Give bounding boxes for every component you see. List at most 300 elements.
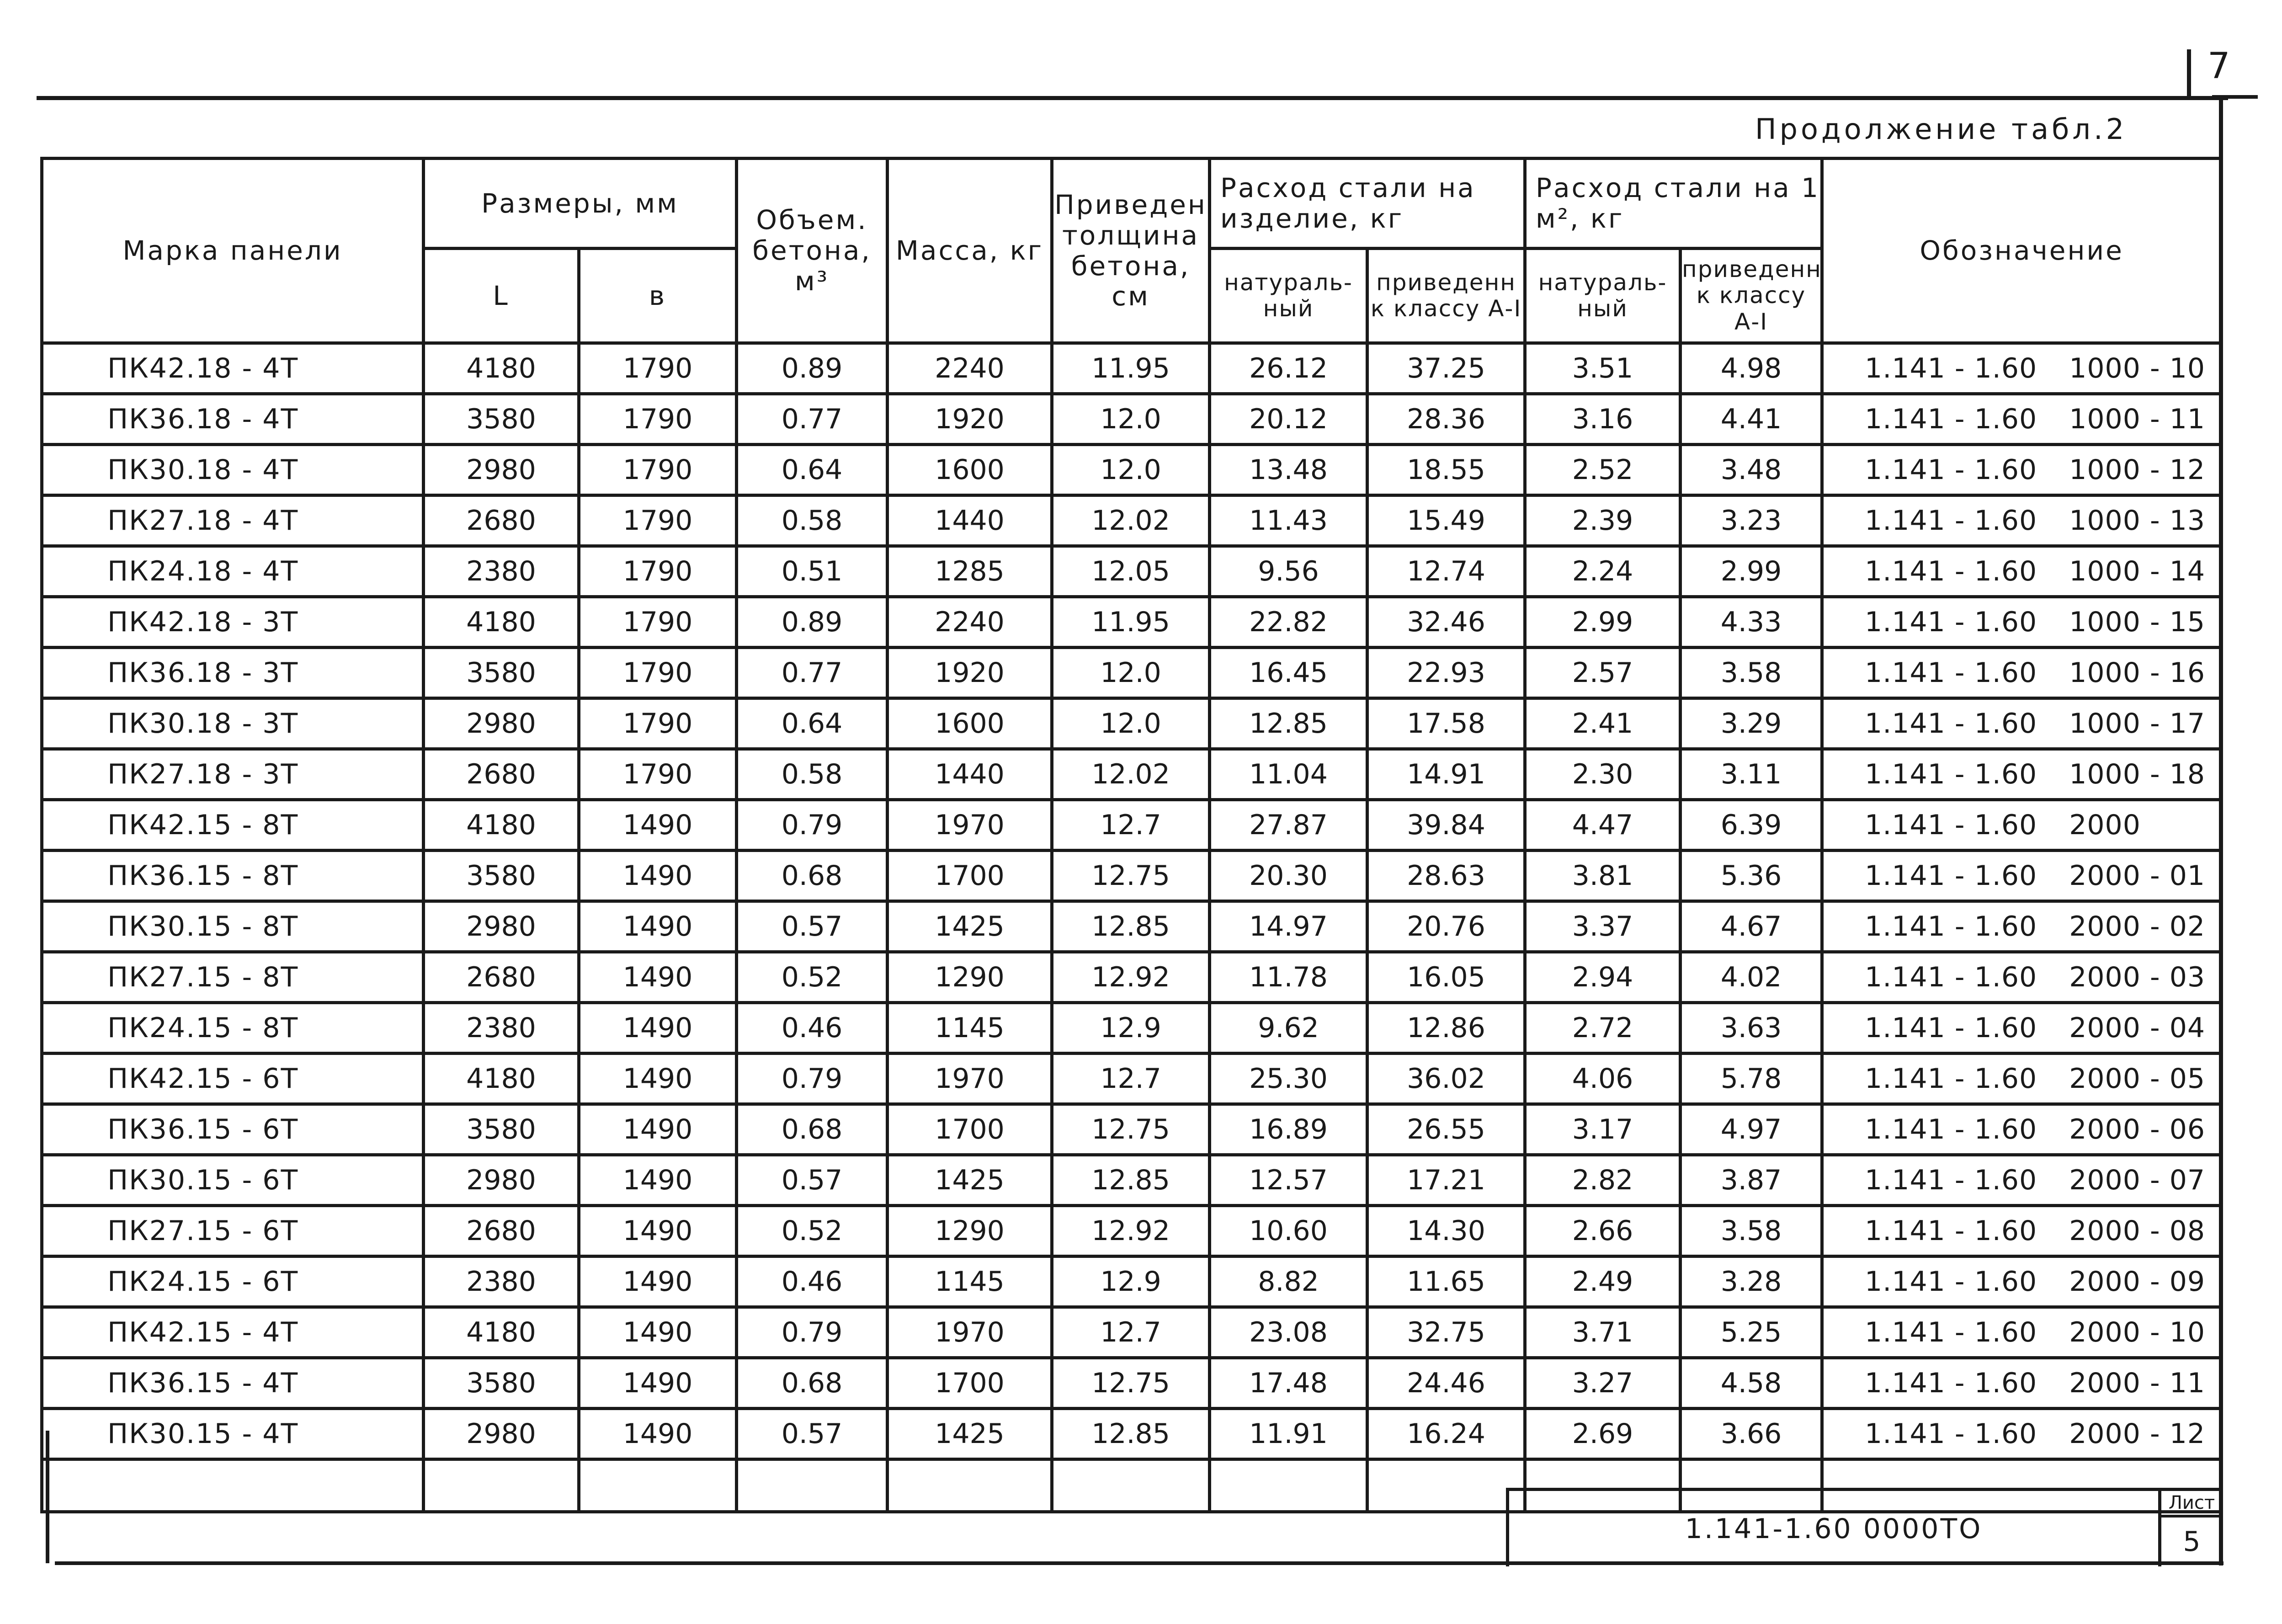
cell-mark: ПК42.15 - 4Т bbox=[42, 1307, 424, 1358]
cell-designation bbox=[1822, 901, 2222, 952]
cell-mark: ПК24.18 - 4Т bbox=[42, 546, 424, 597]
cell-steel-m2-natural: 3.17 bbox=[1525, 1104, 1681, 1155]
cell-steel-m2-natural: 3.51 bbox=[1525, 343, 1681, 394]
cell-mass: 1970 bbox=[888, 800, 1052, 851]
cell-mass: 1700 bbox=[888, 851, 1052, 901]
cell-steel-m2-natural: 3.71 bbox=[1525, 1307, 1681, 1358]
cell-volume: 0.57 bbox=[737, 1155, 888, 1206]
cell-width: 1790 bbox=[579, 445, 737, 495]
cell-width: 1490 bbox=[579, 1257, 737, 1307]
cell-designation bbox=[1822, 1307, 2222, 1358]
cell-thickness: 12.02 bbox=[1052, 749, 1210, 800]
cell-steel-reduced: 15.49 bbox=[1367, 495, 1525, 546]
cell-thickness: 12.0 bbox=[1052, 394, 1210, 445]
cell-designation bbox=[1822, 749, 2222, 800]
cell-length: 4180 bbox=[424, 800, 579, 851]
cell-thickness: 11.95 bbox=[1052, 597, 1210, 648]
cell-mass: 2240 bbox=[888, 597, 1052, 648]
empty-cell bbox=[888, 1459, 1052, 1512]
header-dim-l: L bbox=[424, 249, 579, 343]
table-row bbox=[42, 1155, 2222, 1206]
document-code-stamp: 1.141-1.60 0000ТО bbox=[1506, 1488, 2158, 1566]
cell-volume: 0.64 bbox=[737, 445, 888, 495]
cell-steel-m2-reduced: 4.02 bbox=[1681, 952, 1822, 1003]
designation-code: 1.141 - 1.60 bbox=[1865, 606, 2037, 638]
cell-length: 2380 bbox=[424, 546, 579, 597]
cell-width: 1790 bbox=[579, 394, 737, 445]
cell-length: 2980 bbox=[424, 1409, 579, 1459]
cell-designation bbox=[1822, 800, 2222, 851]
cell-steel-natural: 16.89 bbox=[1210, 1104, 1367, 1155]
cell-thickness: 12.0 bbox=[1052, 648, 1210, 698]
header-steel-m2-natural: натураль-ный bbox=[1525, 249, 1681, 343]
cell-width: 1490 bbox=[579, 800, 737, 851]
designation-code: 1.141 - 1.60 bbox=[1865, 1266, 2037, 1298]
designation-number: 1000 - 11 bbox=[2069, 403, 2206, 435]
table-row bbox=[42, 495, 2222, 546]
cell-mass: 1440 bbox=[888, 749, 1052, 800]
cell-width: 1790 bbox=[579, 546, 737, 597]
empty-cell bbox=[424, 1459, 579, 1512]
cell-steel-m2-reduced: 4.41 bbox=[1681, 394, 1822, 445]
designation-number: 2000 - 09 bbox=[2069, 1266, 2206, 1298]
cell-steel-m2-natural: 2.69 bbox=[1525, 1409, 1681, 1459]
cell-steel-m2-natural: 4.47 bbox=[1525, 800, 1681, 851]
cell-steel-m2-reduced: 6.39 bbox=[1681, 800, 1822, 851]
cell-steel-reduced: 14.91 bbox=[1367, 749, 1525, 800]
cell-mark: ПК30.18 - 3Т bbox=[42, 698, 424, 749]
cell-mass: 1425 bbox=[888, 1409, 1052, 1459]
cell-length: 3580 bbox=[424, 1358, 579, 1409]
header-mass: Масса, кг bbox=[888, 159, 1052, 343]
cell-length: 3580 bbox=[424, 394, 579, 445]
steel-consumption-table bbox=[40, 157, 2223, 1513]
cell-mark: ПК36.15 - 6Т bbox=[42, 1104, 424, 1155]
cell-designation bbox=[1822, 495, 2222, 546]
cell-thickness: 12.92 bbox=[1052, 1206, 1210, 1257]
cell-steel-reduced: 17.21 bbox=[1367, 1155, 1525, 1206]
designation-number: 2000 - 06 bbox=[2069, 1113, 2206, 1145]
designation-number: 1000 - 14 bbox=[2069, 555, 2206, 587]
empty-cell bbox=[737, 1459, 888, 1512]
cell-thickness: 12.9 bbox=[1052, 1257, 1210, 1307]
cell-thickness: 12.75 bbox=[1052, 1358, 1210, 1409]
cell-designation bbox=[1822, 648, 2222, 698]
empty-cell bbox=[1367, 1459, 1525, 1512]
cell-volume: 0.46 bbox=[737, 1003, 888, 1054]
cell-designation bbox=[1822, 952, 2222, 1003]
cell-thickness: 12.05 bbox=[1052, 546, 1210, 597]
cell-mass: 1425 bbox=[888, 1155, 1052, 1206]
cell-steel-m2-natural: 2.39 bbox=[1525, 495, 1681, 546]
designation-code: 1.141 - 1.60 bbox=[1865, 505, 2037, 537]
cell-width: 1490 bbox=[579, 1104, 737, 1155]
cell-steel-natural: 11.78 bbox=[1210, 952, 1367, 1003]
cell-length: 2680 bbox=[424, 495, 579, 546]
cell-mass: 1290 bbox=[888, 1206, 1052, 1257]
designation-number: 2000 - 11 bbox=[2069, 1367, 2206, 1399]
designation-code: 1.141 - 1.60 bbox=[1865, 860, 2037, 892]
designation-number: 2000 - 12 bbox=[2069, 1418, 2206, 1450]
cell-mass: 2240 bbox=[888, 343, 1052, 394]
cell-mass: 1290 bbox=[888, 952, 1052, 1003]
cell-width: 1490 bbox=[579, 1054, 737, 1104]
cell-designation bbox=[1822, 1206, 2222, 1257]
cell-length: 2980 bbox=[424, 1155, 579, 1206]
cell-steel-m2-natural: 2.24 bbox=[1525, 546, 1681, 597]
cell-width: 1490 bbox=[579, 952, 737, 1003]
table-row bbox=[42, 1054, 2222, 1104]
cell-thickness: 12.7 bbox=[1052, 1054, 1210, 1104]
cell-volume: 0.89 bbox=[737, 343, 888, 394]
cell-thickness: 11.95 bbox=[1052, 343, 1210, 394]
cell-mark: ПК42.18 - 3Т bbox=[42, 597, 424, 648]
cell-steel-m2-natural: 2.41 bbox=[1525, 698, 1681, 749]
cell-mark: ПК42.18 - 4Т bbox=[42, 343, 424, 394]
cell-thickness: 12.7 bbox=[1052, 1307, 1210, 1358]
cell-volume: 0.77 bbox=[737, 394, 888, 445]
cell-steel-natural: 22.82 bbox=[1210, 597, 1367, 648]
cell-steel-m2-reduced: 4.33 bbox=[1681, 597, 1822, 648]
cell-length: 2380 bbox=[424, 1257, 579, 1307]
cell-mark: ПК30.15 - 8Т bbox=[42, 901, 424, 952]
designation-code: 1.141 - 1.60 bbox=[1865, 1113, 2037, 1145]
cell-steel-reduced: 28.63 bbox=[1367, 851, 1525, 901]
cell-volume: 0.57 bbox=[737, 1409, 888, 1459]
cell-steel-m2-reduced: 3.23 bbox=[1681, 495, 1822, 546]
cell-mass: 1920 bbox=[888, 394, 1052, 445]
cell-width: 1790 bbox=[579, 749, 737, 800]
cell-length: 2680 bbox=[424, 749, 579, 800]
cell-width: 1790 bbox=[579, 597, 737, 648]
header-steel-item-natural: натураль-ный bbox=[1210, 249, 1367, 343]
cell-steel-m2-reduced: 3.28 bbox=[1681, 1257, 1822, 1307]
table-body bbox=[42, 343, 2222, 1512]
cell-steel-m2-reduced: 4.58 bbox=[1681, 1358, 1822, 1409]
cell-thickness: 12.0 bbox=[1052, 445, 1210, 495]
cell-steel-m2-natural: 3.81 bbox=[1525, 851, 1681, 901]
table-row bbox=[42, 445, 2222, 495]
designation-number: 1000 - 13 bbox=[2069, 505, 2206, 537]
empty-cell bbox=[579, 1459, 737, 1512]
cell-steel-natural: 27.87 bbox=[1210, 800, 1367, 851]
sheet-number-box bbox=[2158, 1488, 2222, 1566]
cell-designation bbox=[1822, 1054, 2222, 1104]
cell-steel-m2-natural: 2.66 bbox=[1525, 1206, 1681, 1257]
cell-width: 1490 bbox=[579, 901, 737, 952]
designation-number: 2000 - 10 bbox=[2069, 1316, 2206, 1348]
header-row-top bbox=[42, 159, 2222, 249]
designation-code: 1.141 - 1.60 bbox=[1865, 1316, 2037, 1348]
cell-thickness: 12.85 bbox=[1052, 1409, 1210, 1459]
cell-mark: ПК42.15 - 8Т bbox=[42, 800, 424, 851]
cell-designation bbox=[1822, 1257, 2222, 1307]
cell-mass: 1145 bbox=[888, 1003, 1052, 1054]
designation-number: 2000 - 08 bbox=[2069, 1215, 2206, 1247]
cell-steel-m2-natural: 2.99 bbox=[1525, 597, 1681, 648]
cell-steel-reduced: 18.55 bbox=[1367, 445, 1525, 495]
designation-code: 1.141 - 1.60 bbox=[1865, 809, 2037, 841]
cell-designation bbox=[1822, 1155, 2222, 1206]
cell-steel-natural: 17.48 bbox=[1210, 1358, 1367, 1409]
cell-designation bbox=[1822, 1358, 2222, 1409]
cell-mark: ПК30.18 - 4Т bbox=[42, 445, 424, 495]
cell-length: 2980 bbox=[424, 698, 579, 749]
cell-thickness: 12.7 bbox=[1052, 800, 1210, 851]
designation-number: 2000 bbox=[2069, 809, 2141, 841]
cell-mark: ПК24.15 - 6Т bbox=[42, 1257, 424, 1307]
designation-code: 1.141 - 1.60 bbox=[1865, 454, 2037, 486]
cell-mark: ПК27.15 - 6Т bbox=[42, 1206, 424, 1257]
cell-designation bbox=[1822, 343, 2222, 394]
cell-steel-reduced: 32.75 bbox=[1367, 1307, 1525, 1358]
designation-number: 1000 - 18 bbox=[2069, 758, 2206, 790]
cell-steel-m2-natural: 3.27 bbox=[1525, 1358, 1681, 1409]
designation-number: 2000 - 03 bbox=[2069, 961, 2206, 993]
designation-number: 2000 - 02 bbox=[2069, 911, 2206, 942]
cell-volume: 0.57 bbox=[737, 901, 888, 952]
designation-code: 1.141 - 1.60 bbox=[1865, 1215, 2037, 1247]
cell-steel-reduced: 39.84 bbox=[1367, 800, 1525, 851]
cell-designation bbox=[1822, 1409, 2222, 1459]
cell-thickness: 12.9 bbox=[1052, 1003, 1210, 1054]
cell-steel-m2-reduced: 4.98 bbox=[1681, 343, 1822, 394]
table-row bbox=[42, 698, 2222, 749]
table-row bbox=[42, 1003, 2222, 1054]
cell-steel-reduced: 12.86 bbox=[1367, 1003, 1525, 1054]
cell-steel-m2-reduced: 3.58 bbox=[1681, 648, 1822, 698]
cell-steel-m2-reduced: 2.99 bbox=[1681, 546, 1822, 597]
cell-volume: 0.79 bbox=[737, 800, 888, 851]
cell-length: 2380 bbox=[424, 1003, 579, 1054]
table-row bbox=[42, 648, 2222, 698]
cell-designation bbox=[1822, 597, 2222, 648]
cell-volume: 0.46 bbox=[737, 1257, 888, 1307]
designation-code: 1.141 - 1.60 bbox=[1865, 708, 2037, 740]
cell-mass: 1425 bbox=[888, 901, 1052, 952]
cell-volume: 0.68 bbox=[737, 1358, 888, 1409]
table-row bbox=[42, 901, 2222, 952]
cell-mark: ПК30.15 - 4Т bbox=[42, 1409, 424, 1459]
cell-mark: ПК36.15 - 4Т bbox=[42, 1358, 424, 1409]
table-row bbox=[42, 394, 2222, 445]
cell-thickness: 12.85 bbox=[1052, 1155, 1210, 1206]
cell-steel-natural: 25.30 bbox=[1210, 1054, 1367, 1104]
cell-volume: 0.89 bbox=[737, 597, 888, 648]
cell-mark: ПК27.18 - 3Т bbox=[42, 749, 424, 800]
designation-code: 1.141 - 1.60 bbox=[1865, 1418, 2037, 1450]
cell-steel-reduced: 14.30 bbox=[1367, 1206, 1525, 1257]
designation-number: 2000 - 05 bbox=[2069, 1063, 2206, 1095]
cell-length: 2680 bbox=[424, 952, 579, 1003]
cell-volume: 0.58 bbox=[737, 749, 888, 800]
cell-steel-natural: 12.57 bbox=[1210, 1155, 1367, 1206]
cell-steel-natural: 10.60 bbox=[1210, 1206, 1367, 1257]
cell-steel-natural: 11.43 bbox=[1210, 495, 1367, 546]
cell-steel-reduced: 32.46 bbox=[1367, 597, 1525, 648]
designation-code: 1.141 - 1.60 bbox=[1865, 1367, 2037, 1399]
cell-steel-m2-reduced: 5.25 bbox=[1681, 1307, 1822, 1358]
cell-steel-natural: 11.91 bbox=[1210, 1409, 1367, 1459]
cell-steel-reduced: 26.55 bbox=[1367, 1104, 1525, 1155]
cell-steel-reduced: 22.93 bbox=[1367, 648, 1525, 698]
cell-steel-reduced: 11.65 bbox=[1367, 1257, 1525, 1307]
table-row bbox=[42, 343, 2222, 394]
cell-steel-m2-natural: 3.16 bbox=[1525, 394, 1681, 445]
cell-steel-m2-reduced: 3.48 bbox=[1681, 445, 1822, 495]
designation-code: 1.141 - 1.60 bbox=[1865, 961, 2037, 993]
cell-steel-reduced: 17.58 bbox=[1367, 698, 1525, 749]
cell-width: 1790 bbox=[579, 698, 737, 749]
cell-mass: 1920 bbox=[888, 648, 1052, 698]
cell-length: 2980 bbox=[424, 445, 579, 495]
cell-mass: 1970 bbox=[888, 1307, 1052, 1358]
header-mark: Марка панели bbox=[42, 159, 424, 343]
cell-steel-natural: 8.82 bbox=[1210, 1257, 1367, 1307]
cell-steel-natural: 9.56 bbox=[1210, 546, 1367, 597]
table-row bbox=[42, 1409, 2222, 1459]
header-designation: Обозначение bbox=[1822, 159, 2222, 343]
designation-number: 2000 - 01 bbox=[2069, 860, 2206, 892]
sheet-label: Лист bbox=[2161, 1491, 2222, 1518]
cell-designation bbox=[1822, 1104, 2222, 1155]
cell-mark: ПК36.15 - 8Т bbox=[42, 851, 424, 901]
cell-length: 3580 bbox=[424, 648, 579, 698]
cell-steel-m2-natural: 2.52 bbox=[1525, 445, 1681, 495]
cell-thickness: 12.75 bbox=[1052, 1104, 1210, 1155]
designation-number: 2000 - 04 bbox=[2069, 1012, 2206, 1044]
table-row bbox=[42, 597, 2222, 648]
cell-mark: ПК36.18 - 4Т bbox=[42, 394, 424, 445]
cell-steel-m2-reduced: 4.67 bbox=[1681, 901, 1822, 952]
cell-steel-natural: 12.85 bbox=[1210, 698, 1367, 749]
cell-volume: 0.68 bbox=[737, 851, 888, 901]
table-row bbox=[42, 546, 2222, 597]
cell-steel-reduced: 16.24 bbox=[1367, 1409, 1525, 1459]
cell-length: 2680 bbox=[424, 1206, 579, 1257]
cell-steel-m2-natural: 2.30 bbox=[1525, 749, 1681, 800]
cell-width: 1490 bbox=[579, 1206, 737, 1257]
cell-mark: ПК30.15 - 6Т bbox=[42, 1155, 424, 1206]
cell-steel-reduced: 16.05 bbox=[1367, 952, 1525, 1003]
empty-cell bbox=[1210, 1459, 1367, 1512]
cell-volume: 0.79 bbox=[737, 1307, 888, 1358]
designation-code: 1.141 - 1.60 bbox=[1865, 657, 2037, 689]
cell-width: 1790 bbox=[579, 343, 737, 394]
cell-steel-natural: 16.45 bbox=[1210, 648, 1367, 698]
cell-steel-m2-reduced: 3.66 bbox=[1681, 1409, 1822, 1459]
cell-width: 1490 bbox=[579, 1003, 737, 1054]
header-dimensions: Размеры, мм bbox=[424, 159, 737, 249]
designation-number: 1000 - 17 bbox=[2069, 708, 2206, 740]
designation-code: 1.141 - 1.60 bbox=[1865, 352, 2037, 384]
cell-designation bbox=[1822, 851, 2222, 901]
cell-steel-reduced: 12.74 bbox=[1367, 546, 1525, 597]
header-steel-m2-reduced: приведенн к классу А-I bbox=[1681, 249, 1822, 343]
designation-code: 1.141 - 1.60 bbox=[1865, 555, 2037, 587]
cell-volume: 0.68 bbox=[737, 1104, 888, 1155]
cell-steel-natural: 13.48 bbox=[1210, 445, 1367, 495]
header-steel-item: Расход стали на изделие, кг bbox=[1210, 159, 1525, 249]
cell-steel-reduced: 28.36 bbox=[1367, 394, 1525, 445]
cell-steel-m2-natural: 2.72 bbox=[1525, 1003, 1681, 1054]
cell-length: 3580 bbox=[424, 1104, 579, 1155]
designation-code: 1.141 - 1.60 bbox=[1865, 1164, 2037, 1196]
designation-number: 1000 - 15 bbox=[2069, 606, 2206, 638]
cell-steel-natural: 9.62 bbox=[1210, 1003, 1367, 1054]
cell-steel-m2-natural: 2.57 bbox=[1525, 648, 1681, 698]
designation-code: 1.141 - 1.60 bbox=[1865, 758, 2037, 790]
cell-length: 4180 bbox=[424, 597, 579, 648]
designation-number: 2000 - 07 bbox=[2069, 1164, 2206, 1196]
cell-steel-natural: 20.30 bbox=[1210, 851, 1367, 901]
cell-mass: 1600 bbox=[888, 698, 1052, 749]
cell-volume: 0.58 bbox=[737, 495, 888, 546]
cell-steel-reduced: 37.25 bbox=[1367, 343, 1525, 394]
cell-steel-reduced: 36.02 bbox=[1367, 1054, 1525, 1104]
designation-code: 1.141 - 1.60 bbox=[1865, 1063, 2037, 1095]
cell-steel-m2-reduced: 4.97 bbox=[1681, 1104, 1822, 1155]
designation-number: 1000 - 12 bbox=[2069, 454, 2206, 486]
corner-mark-vertical bbox=[2187, 49, 2191, 100]
cell-length: 4180 bbox=[424, 1054, 579, 1104]
cell-steel-natural: 20.12 bbox=[1210, 394, 1367, 445]
cell-length: 3580 bbox=[424, 851, 579, 901]
cell-mass: 1440 bbox=[888, 495, 1052, 546]
table-row bbox=[42, 1307, 2222, 1358]
frame-top-line bbox=[37, 96, 2228, 100]
cell-mass: 1145 bbox=[888, 1257, 1052, 1307]
cell-width: 1790 bbox=[579, 495, 737, 546]
designation-code: 1.141 - 1.60 bbox=[1865, 403, 2037, 435]
cell-steel-m2-natural: 3.37 bbox=[1525, 901, 1681, 952]
table-row bbox=[42, 749, 2222, 800]
cell-mark: ПК42.15 - 6Т bbox=[42, 1054, 424, 1104]
cell-steel-m2-reduced: 5.78 bbox=[1681, 1054, 1822, 1104]
cell-width: 1490 bbox=[579, 851, 737, 901]
cell-steel-natural: 14.97 bbox=[1210, 901, 1367, 952]
cell-steel-m2-natural: 2.49 bbox=[1525, 1257, 1681, 1307]
cell-length: 4180 bbox=[424, 343, 579, 394]
cell-volume: 0.64 bbox=[737, 698, 888, 749]
cell-steel-m2-reduced: 3.11 bbox=[1681, 749, 1822, 800]
cell-volume: 0.77 bbox=[737, 648, 888, 698]
cell-steel-m2-reduced: 5.36 bbox=[1681, 851, 1822, 901]
cell-thickness: 12.85 bbox=[1052, 901, 1210, 952]
header-dim-b: в bbox=[579, 249, 737, 343]
cell-steel-m2-reduced: 3.63 bbox=[1681, 1003, 1822, 1054]
table-row bbox=[42, 851, 2222, 901]
cell-volume: 0.79 bbox=[737, 1054, 888, 1104]
cell-steel-reduced: 20.76 bbox=[1367, 901, 1525, 952]
cell-mark: ПК24.15 - 8Т bbox=[42, 1003, 424, 1054]
cell-designation bbox=[1822, 698, 2222, 749]
cell-volume: 0.52 bbox=[737, 1206, 888, 1257]
header-volume: Объем. бетона, м³ bbox=[737, 159, 888, 343]
cell-width: 1490 bbox=[579, 1358, 737, 1409]
cell-designation bbox=[1822, 1003, 2222, 1054]
designation-number: 1000 - 16 bbox=[2069, 657, 2206, 689]
cell-mark: ПК36.18 - 3Т bbox=[42, 648, 424, 698]
cell-thickness: 12.75 bbox=[1052, 851, 1210, 901]
empty-cell bbox=[42, 1459, 424, 1512]
sheet-number: 5 bbox=[2183, 1525, 2201, 1558]
cell-length: 4180 bbox=[424, 1307, 579, 1358]
cell-mass: 1600 bbox=[888, 445, 1052, 495]
cell-designation bbox=[1822, 394, 2222, 445]
cell-volume: 0.52 bbox=[737, 952, 888, 1003]
cell-steel-m2-natural: 4.06 bbox=[1525, 1054, 1681, 1104]
